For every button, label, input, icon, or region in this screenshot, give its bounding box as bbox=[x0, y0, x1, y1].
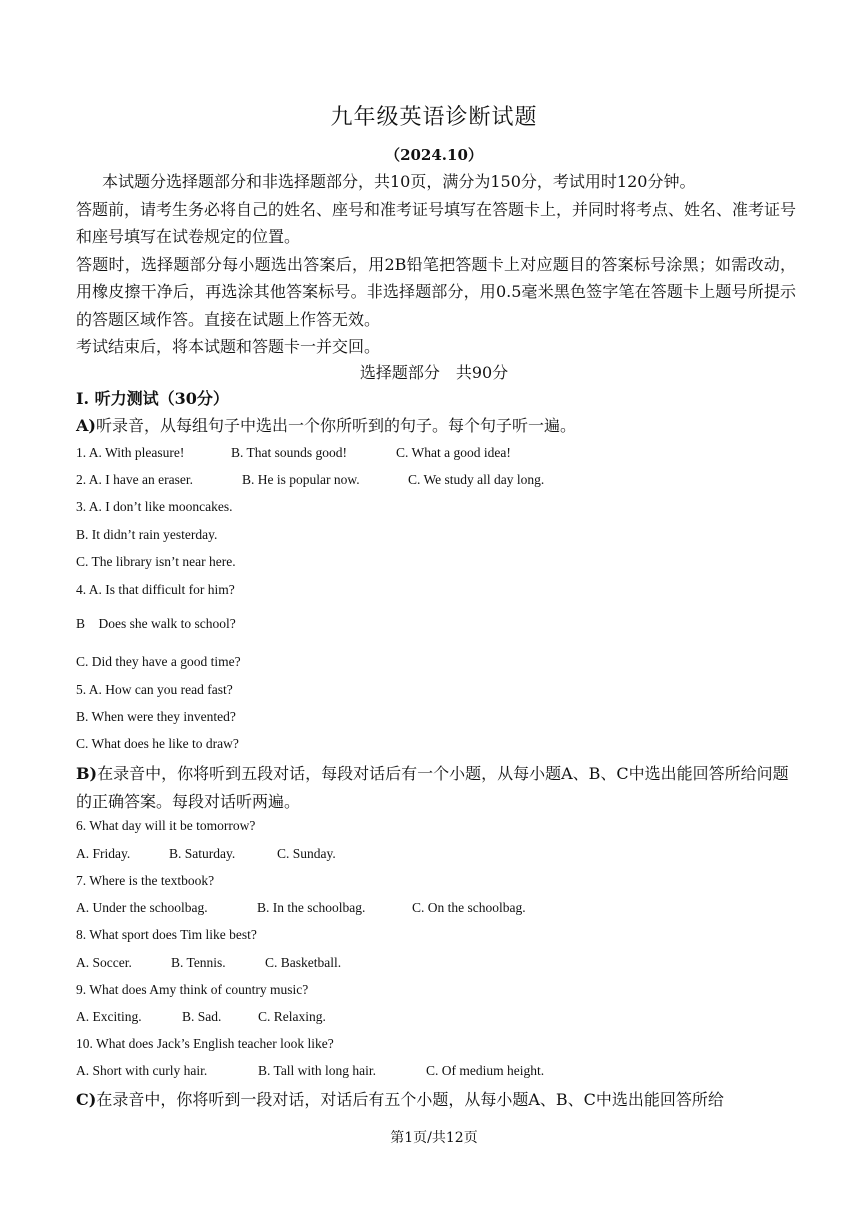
section-b-instruction bbox=[76, 760, 796, 815]
section-a-prefix: A) bbox=[76, 416, 96, 435]
question-10-options bbox=[76, 1063, 544, 1079]
exam-date: （2024.10） bbox=[385, 146, 483, 164]
q4-option-a: 4. A. Is that difficult for him? bbox=[76, 582, 235, 597]
q9-option-c: C. Relaxing. bbox=[258, 1009, 326, 1024]
page-number: 第1页/共12页 bbox=[390, 1130, 478, 1146]
q9-stem: 9. What does Amy think of country music? bbox=[76, 982, 309, 997]
question-8-options bbox=[76, 955, 341, 971]
q7-option-a: A. Under the schoolbag. bbox=[76, 900, 208, 915]
q7-option-b: B. In the schoolbag. bbox=[257, 900, 366, 915]
question-6-options bbox=[76, 846, 336, 862]
q10-option-c: C. Of medium height. bbox=[426, 1063, 545, 1078]
q6-option-a: A. Friday. bbox=[76, 846, 131, 861]
section-a-instruction bbox=[76, 412, 796, 440]
question-9-options bbox=[76, 1009, 326, 1025]
q3-option-a: 3. A. I don’t like mooncakes. bbox=[76, 499, 233, 514]
q5-option-c: C. What does he like to draw? bbox=[76, 736, 239, 751]
q6-stem: 6. What day will it be tomorrow? bbox=[76, 818, 256, 833]
q10-option-b: B. Tall with long hair. bbox=[258, 1063, 377, 1078]
q3-option-b: B. It didn’t rain yesterday. bbox=[76, 527, 218, 542]
q8-option-a: A. Soccer. bbox=[76, 955, 132, 970]
q4-option-c: C. Did they have a good time? bbox=[76, 654, 241, 669]
q9-option-b: B. Sad. bbox=[182, 1009, 222, 1024]
section-c-text: 在录音中，你将听到一段对话，对话后有五个小题，从每小题A、B、C中选出能回答所给 bbox=[96, 1090, 724, 1109]
q6-option-b: B. Saturday. bbox=[169, 846, 236, 861]
instruction-4: 考试结束后，将本试题和答题卡一并交回。 bbox=[76, 337, 381, 356]
q4-option-b: B Does she walk to school? bbox=[76, 616, 236, 631]
q10-option-a: A. Short with curly hair. bbox=[76, 1063, 208, 1078]
q8-option-c: C. Basketball. bbox=[265, 955, 342, 970]
q9-option-a: A. Exciting. bbox=[76, 1009, 142, 1024]
q5-option-a: 5. A. How can you read fast? bbox=[76, 682, 233, 697]
section-c-prefix: C) bbox=[76, 1090, 97, 1109]
q8-stem: 8. What sport does Tim like best? bbox=[76, 927, 257, 942]
q10-stem: 10. What does Jack’s English teacher look like? bbox=[76, 1036, 334, 1051]
section-b-text: 在录音中，你将听到五段对话，每段对话后有一个小题，从每小题A、B、C中选出能回答所给问题的正确答案。每段对话听两遍。 bbox=[76, 764, 789, 811]
section-c-instruction bbox=[76, 1086, 796, 1114]
q1-option-c: C. What a good idea! bbox=[396, 445, 511, 460]
q7-stem: 7. Where is the textbook? bbox=[76, 873, 215, 888]
q8-option-b: B. Tennis. bbox=[171, 955, 226, 970]
q2-option-b: B. He is popular now. bbox=[242, 472, 360, 487]
section-b-prefix: B) bbox=[76, 764, 98, 783]
question-7-options bbox=[76, 900, 526, 916]
instruction-1: 本试题分选择题部分和非选择题部分，共10页，满分为150分，考试用时120分钟。 bbox=[102, 172, 696, 191]
q2-option-c: C. We study all day long. bbox=[408, 472, 545, 487]
section-a-text: 听录音，从每组句子中选出一个你所听到的句子。每个句子听一遍。 bbox=[95, 416, 576, 435]
question-1 bbox=[76, 445, 511, 461]
q1-option-b: B. That sounds good! bbox=[231, 445, 348, 460]
instruction-2: 答题前，请考生务必将自己的姓名、座号和准考证号填写在答题卡上，并同时将考点、姓名、准考证号和座号填写在试卷规定的位置。 bbox=[76, 199, 797, 246]
q6-option-c: C. Sunday. bbox=[277, 846, 336, 861]
q7-option-c: C. On the schoolbag. bbox=[412, 900, 526, 915]
q1-option-a: 1. A. With pleasure! bbox=[76, 445, 185, 460]
q5-option-b: B. When were they invented? bbox=[76, 709, 236, 724]
exam-title: 九年级英语诊断试题 bbox=[330, 105, 538, 130]
q3-option-c: C. The library isn’t near here. bbox=[76, 554, 236, 569]
part-title: 选择题部分 共90分 bbox=[359, 363, 509, 382]
q2-option-a: 2. A. I have an eraser. bbox=[76, 472, 193, 487]
section-listening-title: Ⅰ. 听力测试（30分） bbox=[76, 389, 229, 408]
instruction-3: 答题时，选择题部分每小题选出答案后，用2B铅笔把答题卡上对应题目的答案标号涂黑；如需改动，用橡皮擦干净后，再选涂其他答案标号。非选择题部分，用0.5毫米黑色签字笔在答题卡上题号所提示的答题区域作答。直接在试题上作答无效。 bbox=[76, 254, 796, 329]
question-2 bbox=[76, 472, 544, 488]
instructions bbox=[76, 168, 796, 361]
